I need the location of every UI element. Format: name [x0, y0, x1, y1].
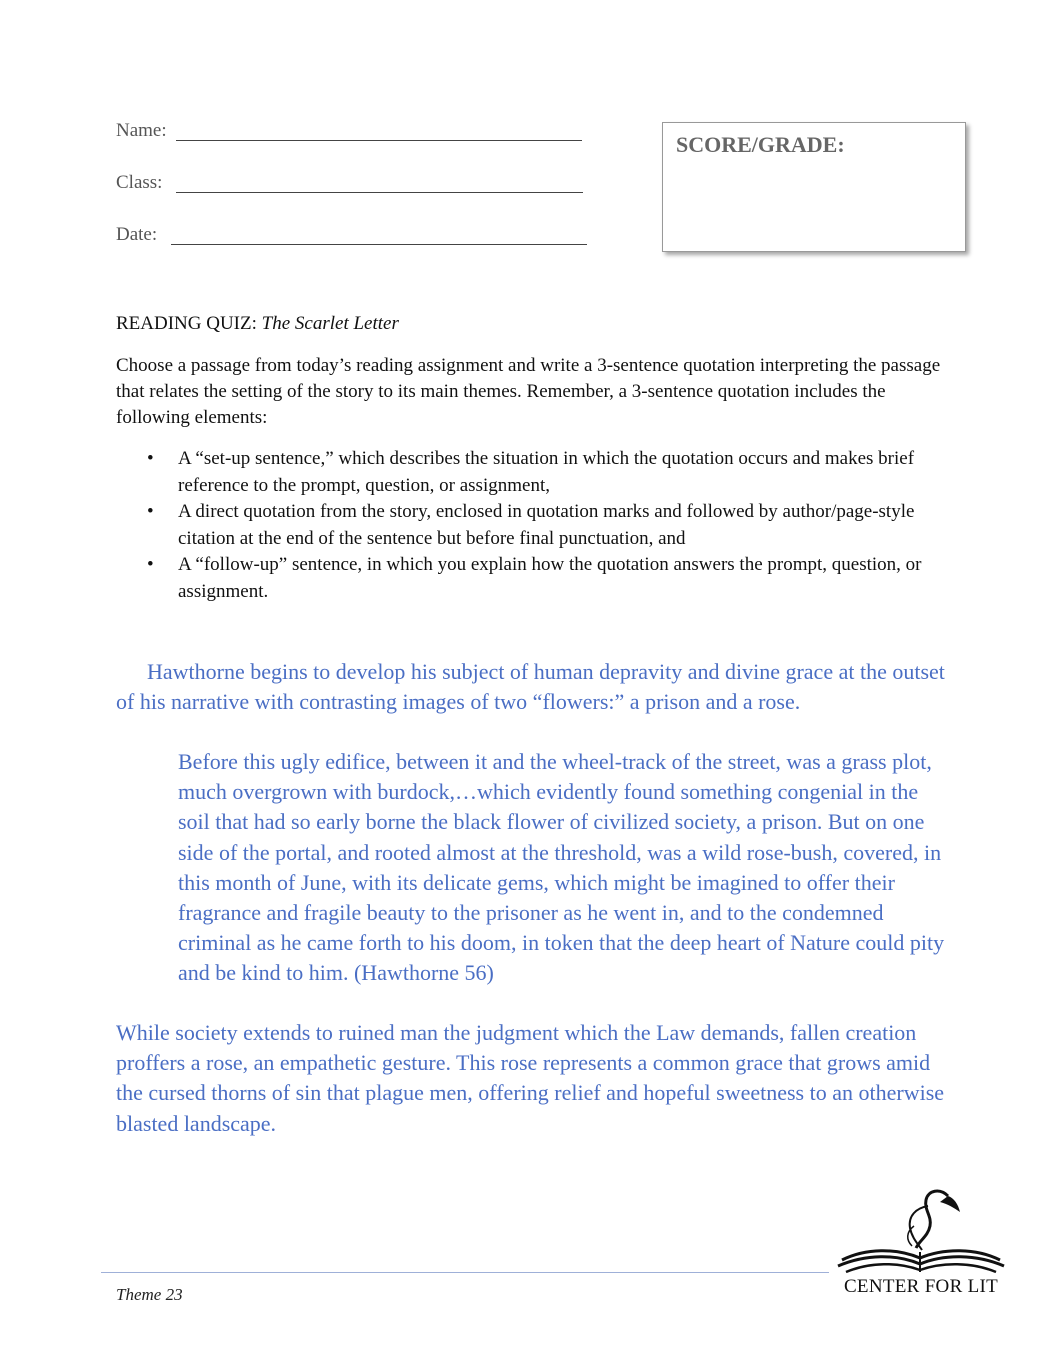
- list-item: [116, 446, 926, 499]
- answer-block-quotation: Before this ugly edifice, between it and the wheel-track of the street, was a grass plot, much overgrown with burdock,…which evidently found something congenial in the soil that had so early borne the black flower of civilized society, a prison. But on one side of the portal, and rooted almost at the threshold, was a wild rose-bush, covered, in this month of June, with its delicate gems, which might be imagined to offer their fragrance and fragile beauty to the prisoner as he went in, and to the condemned criminal as he came forth to his doom, in token that the deep heart of Nature could pity and be kind to him. (Hawthorne 56): [178, 749, 945, 986]
- class-blank-line[interactable]: [176, 192, 583, 193]
- score-grade-label: SCORE/GRADE:: [676, 132, 845, 157]
- name-label: Name:: [116, 120, 167, 141]
- list-item: [116, 552, 926, 605]
- list-item-text: A “follow-up” sentence, in which you explain how the quotation answers the prompt, question, or assignment.: [178, 554, 922, 602]
- bullet-icon: •: [147, 501, 154, 522]
- logo-text: CENTER FOR LIT: [843, 1276, 999, 1297]
- footer-theme-label: Theme 23: [116, 1285, 183, 1304]
- quiz-title: [116, 313, 399, 335]
- quotation-elements-list: [116, 446, 926, 605]
- quiz-title-prefix: READING QUIZ:: [116, 313, 262, 334]
- list-item: [116, 499, 926, 552]
- answer-follow-up-sentence: While society extends to ruined man the judgment which the Law demands, fallen creation proffers a rose, an empathetic gesture. This rose represents a common grace that grows amid the cursed thorns of sin that plague men, offering relief and hopeful sweetness to an otherwise blasted landscape.: [116, 1020, 945, 1136]
- name-blank-line[interactable]: [176, 140, 582, 141]
- date-blank-line[interactable]: [171, 244, 587, 245]
- answer-setup-sentence: Hawthorne begins to develop his subject of human depravity and divine grace at the outset of his narrative with contrasting images of two “flowers:” a prison and a rose.: [116, 659, 945, 715]
- center-for-lit-logo: [836, 1186, 1006, 1306]
- score-grade-box[interactable]: [662, 122, 966, 252]
- quiz-instructions: Choose a passage from today’s reading assignment and write a 3-sentence quotation interpreting the passage that relates the setting of the story to its main themes. Remember, a 3-sentence quotation includes the following elements:: [116, 355, 941, 428]
- bullet-icon: •: [147, 448, 154, 469]
- list-item-text: A direct quotation from the story, enclosed in quotation marks and followed by author/page-style citation at the end of the sentence but before final punctuation, and: [178, 501, 915, 549]
- bullet-icon: •: [147, 554, 154, 575]
- footer-divider: [101, 1272, 829, 1273]
- pelican-book-icon: [836, 1186, 1006, 1278]
- quiz-book-title: The Scarlet Letter: [261, 313, 399, 334]
- date-label: Date:: [116, 224, 158, 245]
- class-label: Class:: [116, 172, 163, 193]
- list-item-text: A “set-up sentence,” which describes the situation in which the quotation occurs and makes brief reference to the prompt, question, or assignment,: [178, 448, 915, 496]
